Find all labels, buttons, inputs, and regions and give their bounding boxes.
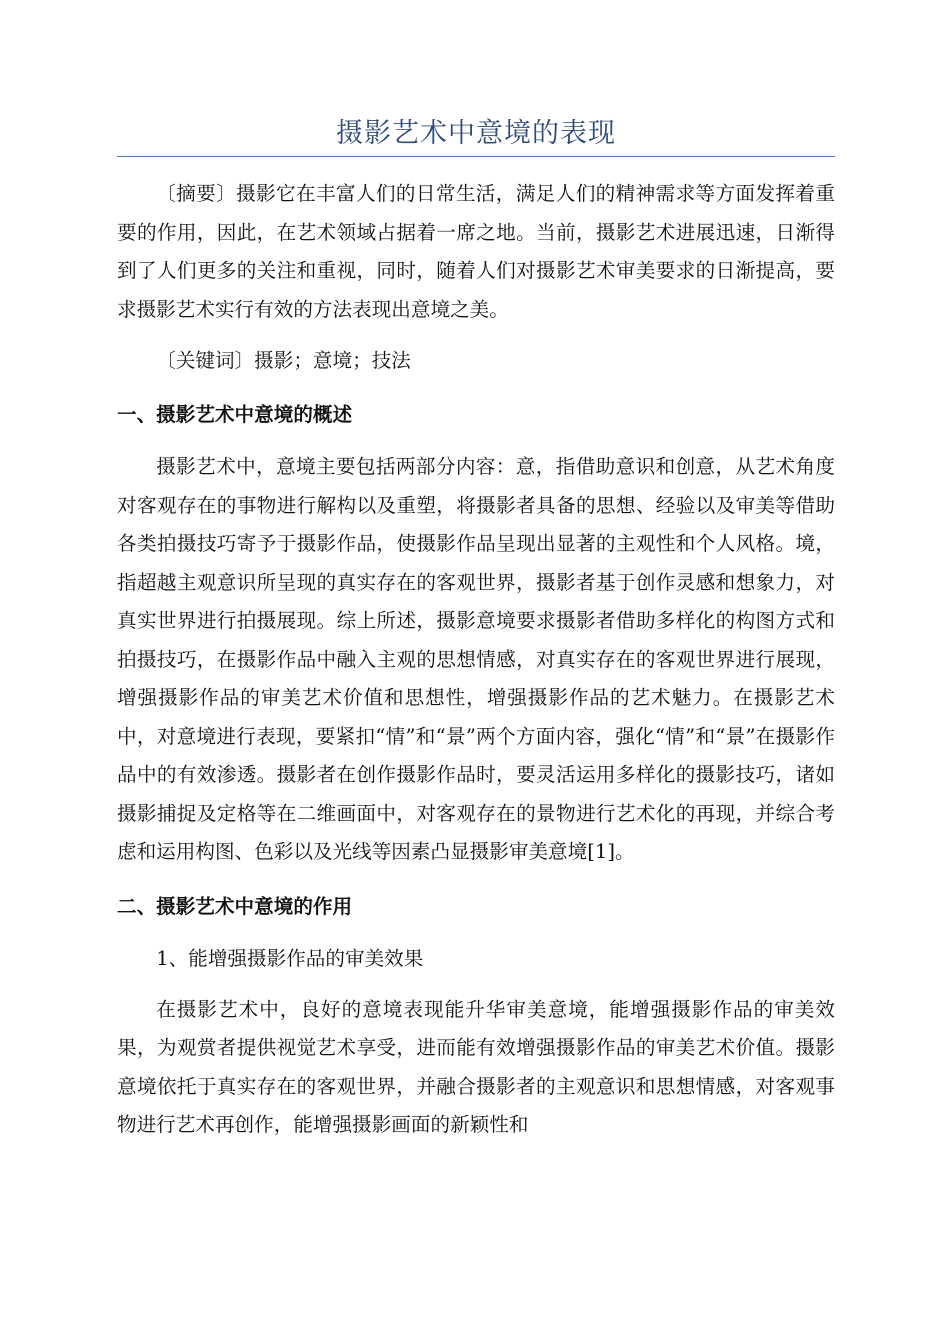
- document-page: [117, 108, 835, 1145]
- abstract-paragraph: 〔摘要〕摄影它在丰富人们的日常生活，满足人们的精神需求等方面发挥着重要的作用，因此，在艺术领域占据着一席之地。当前，摄影艺术进展迅速，日渐得到了人们更多的关注和重视，同时，随着人们对摄影艺术审美要求的日渐提高，要求摄影艺术实行有效的方法表现出意境之美。: [117, 182, 835, 321]
- aesthetic-paragraph: 在摄影艺术中，良好的意境表现能升华审美意境，能增强摄影作品的审美效果，为观赏者提供视觉艺术享受，进而能有效增强摄影作品的审美艺术价值。摄影意境依托于真实存在的客观世界，并融合摄影者的主观意识和思想情感，对客观事物进行艺术再创作，能增强摄影画面的新颖性和: [117, 997, 835, 1136]
- section-heading-overview: 一、摄影艺术中意境的概述: [117, 402, 353, 426]
- overview-paragraph: 摄影艺术中，意境主要包括两部分内容：意，指借助意识和创意，从艺术角度对客观存在的事物进行解构以及重塑，将摄影者具备的思想、经验以及审美等借助各类拍摄技巧寄予于摄影作品，使摄影作品呈现出显著的主观性和个人风格。境，指超越主观意识所呈现的真实存在的客观世界，摄影者基于创作灵感和想象力，对真实世界进行拍摄展现。综上所述，摄影意境要求摄影者借助多样化的构图方式和拍摄技巧，在摄影作品中融入主观的思想情感，对真实存在的客观世界进行展现，增强摄影作品的审美艺术价值和思想性，增强摄影作品的艺术魅力。在摄影艺术中，对意境进行表现，要紧扣“情”和“景”两个方面内容，强化“情”和“景”在摄影作品中的有效渗透。摄影者在创作摄影作品时，要灵活运用多样化的摄影技巧，诸如摄影捕捉及定格等在二维画面中，对客观存在的景物进行艺术化的再现，并综合考虑和运用构图、色彩以及光线等因素凸显摄影审美意境[1]。: [117, 455, 835, 863]
- subsection-heading-aesthetic: 1、能增强摄影作品的审美效果: [156, 947, 424, 970]
- keywords-line: 〔关键词〕摄影；意境；技法: [156, 349, 411, 372]
- title-divider: [117, 156, 835, 157]
- document-title: 摄影艺术中意境的表现: [336, 118, 616, 149]
- section-heading-function: 二、摄影艺术中意境的作用: [117, 894, 353, 918]
